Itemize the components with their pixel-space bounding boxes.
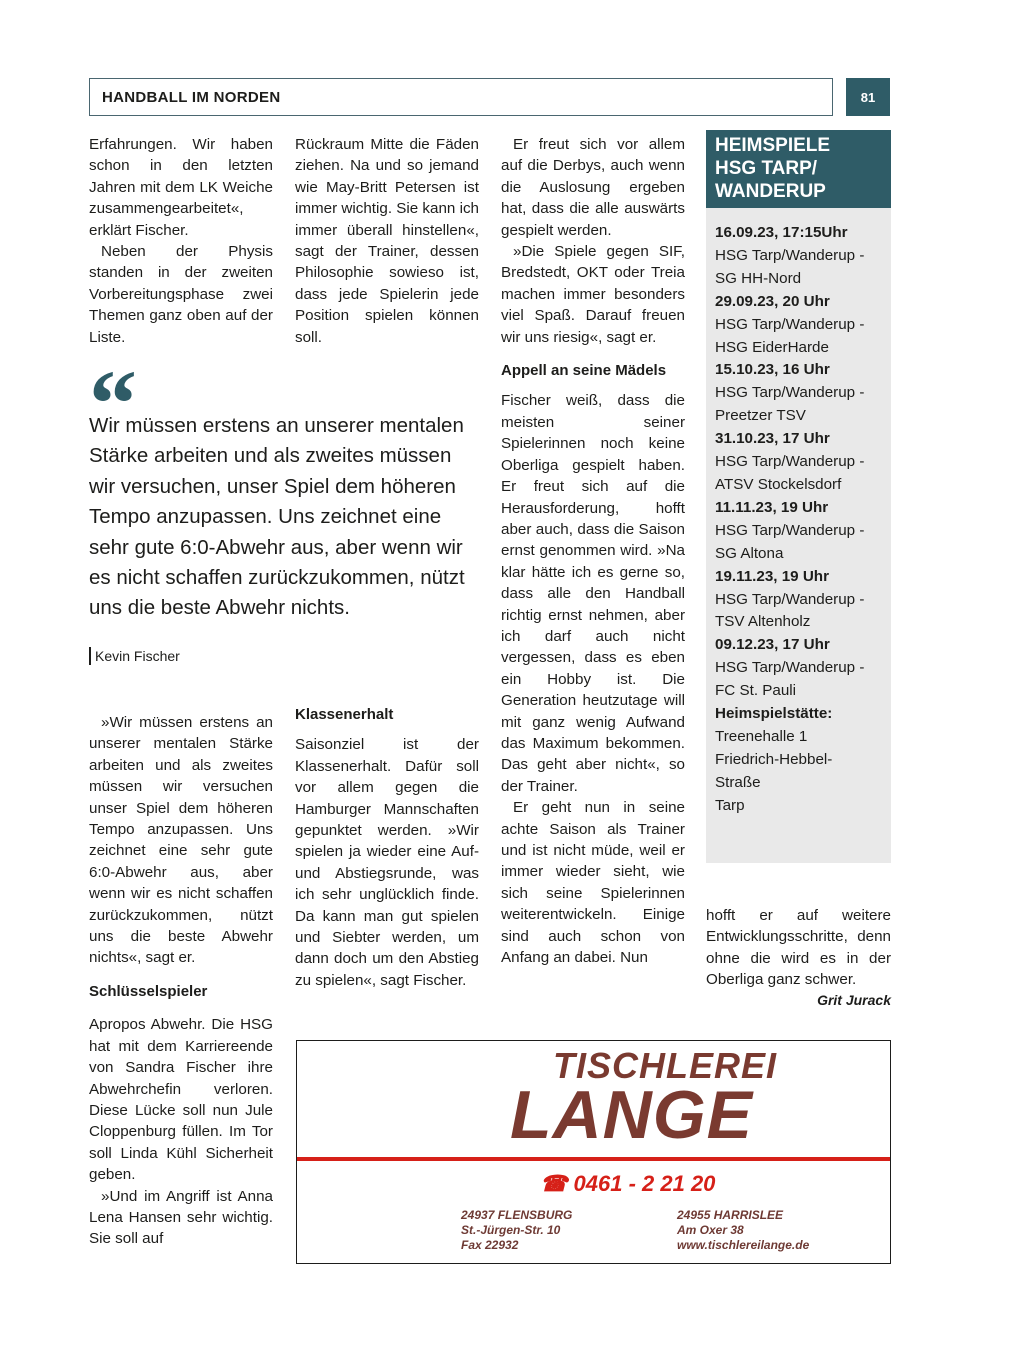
ad-address-harrislee — [677, 1208, 809, 1253]
venue-line: Tarp — [715, 796, 745, 814]
game-home: HSG Tarp/Wanderup - — [715, 590, 865, 608]
article-column-2-top — [295, 134, 479, 348]
ad-divider — [297, 1157, 890, 1161]
game-away: SG Altona — [715, 544, 784, 562]
ad-phone: ☎ 0461 - 2 21 20 — [540, 1171, 716, 1196]
game-home: HSG Tarp/Wanderup - — [715, 315, 865, 333]
schedule-box-title — [706, 130, 891, 208]
venue-label: Heimspielstätte: — [715, 705, 833, 723]
article-column-1-bottom — [89, 712, 273, 1250]
game-home: HSG Tarp/Wanderup - — [715, 659, 865, 677]
game-home: HSG Tarp/Wanderup - — [715, 384, 865, 402]
ad-company-type: TISCHLEREI — [553, 1045, 778, 1086]
game-away: Preetzer TSV — [715, 407, 806, 425]
article-column-2-bottom — [295, 704, 479, 991]
game-date: 09.12.23, 17 Uhr — [715, 636, 830, 654]
page-number: 81 — [846, 78, 890, 116]
venue-line: Straße — [715, 773, 761, 791]
paragraph: hofft er auf weitere Entwicklungsschritte, denn ohne die wird es in der Oberliga ganz schwer. — [706, 907, 891, 989]
article-column-3 — [501, 134, 685, 968]
paragraph: Er geht nun in seine achte Saison als Trainer und ist nicht müde, weil er immer wieder sieht, wie sich seine Spielerinnen weiterentwickeln. Einige sind auch schon von Anfang an dabei. Nun — [501, 799, 685, 967]
paragraph: »Die Spiele gegen SIF, Bredstedt, OKT oder Treia machen immer besonders viel Spaß. Darauf freuen wir uns riesig«, sagt er. — [501, 243, 685, 346]
address-line: St.-Jürgen-Str. 10 — [461, 1223, 561, 1237]
game-home: HSG Tarp/Wanderup - — [715, 521, 865, 539]
paragraph: Er freut sich vor allem auf die Derbys, auch wenn die Auslosung ergeben hat, dass die alle auswärts gespielt werden. — [501, 136, 685, 239]
paragraph: Rückraum Mitte die Fäden ziehen. Na und so jemand wie May-Britt Petersen ist immer wichtig. Sie kann ich immer überall hinstellen«, sagt der Trainer, dessen Philosophie sowieso ist, dass jede Spielerin jede Position spielen können soll. — [295, 136, 480, 346]
address-line: Am Oxer 38 — [677, 1223, 744, 1237]
subheading: Appell an seine Mädels — [501, 362, 667, 380]
paragraph: »Wir müssen erstens an unserer mentalen Stärke arbeiten und als zweites müssen wir versuchen unser Spiel dem höheren Tempo anzupassen. Uns zeichnet eine sehr gute 6:0-Abwehr aus, aber wenn wir es nicht schaffen zurückzukommen, nützt uns die beste Abwehr nichts«, sagt er. — [89, 714, 273, 967]
paragraph: »Und im Angriff ist Anna Lena Hansen sehr wichtig. Sie soll auf — [89, 1187, 273, 1248]
article-column-1-top — [89, 134, 273, 348]
venue-line: Friedrich-Hebbel- — [715, 750, 833, 768]
quote-author: Kevin Fischer — [89, 647, 180, 665]
game-away: ATSV Stockelsdorf — [715, 475, 842, 493]
address-line: 24955 HARRISLEE — [677, 1208, 784, 1222]
author-signature: Grit Jurack — [817, 992, 891, 1008]
venue-line: Treenehalle 1 — [715, 727, 808, 745]
schedule-box — [706, 208, 891, 863]
game-away: HSG EiderHarde — [715, 338, 829, 356]
game-away: TSV Altenholz — [715, 613, 811, 631]
address-line: 24937 FLENSBURG — [461, 1208, 573, 1222]
game-home: HSG Tarp/Wanderup - — [715, 453, 865, 471]
ad-address-flensburg — [461, 1208, 572, 1253]
pull-quote: Wir müssen erstens an unserer mentalen Stärke arbeiten und als zweites müssen wir versuchen, unser Spiel dem höheren Tempo anzupassen. Uns zeichnet eine sehr gute 6:0-Abwehr aus, aber wenn wir es nicht schaffen zurückzukommen, nützt uns die beste Abwehr nichts. — [89, 414, 465, 620]
schedule-title-line: HEIMSPIELE — [715, 135, 831, 156]
section-title: HANDBALL IM NORDEN — [102, 89, 281, 106]
paragraph: Erfahrungen. Wir haben schon in den letzten Jahren mit dem LK Weiche zusammengearbeitet«, erklärt Fischer. — [89, 136, 273, 239]
game-date: 19.11.23, 19 Uhr — [715, 567, 829, 585]
paragraph: Apropos Abwehr. Die HSG hat mit dem Karriereende von Sandra Fischer ihre Abwehrchefin verloren. Diese Lücke soll nun Jule Cloppenburg füllen. Im Tor soll Linda Kühl Sicherheit geben. — [89, 1016, 273, 1184]
address-line: www.tischlereilange.de — [677, 1238, 810, 1252]
game-date: 15.10.23, 16 Uhr — [715, 361, 830, 379]
game-home: HSG Tarp/Wanderup - — [715, 246, 865, 264]
paragraph: Neben der Physis standen in der zweiten Vorbereitungsphase zwei Themen ganz oben auf der Liste. — [89, 243, 273, 346]
game-date: 31.10.23, 17 Uhr — [715, 430, 830, 448]
paragraph: Fischer weiß, dass die meisten seiner Spielerinnen noch keine Oberliga gespielt haben. Er freut sich auf die Herausforderung, hofft aber auch, dass die Saison ernst genommen wird. »Na klar hätte ich es gerne so, dass alle den Handball richtig ernst nehmen, aber ich darf auch nicht vergessen, dass es eben ein Hobby ist. Die Generation heutzutage will mit ganz wenig Aufwand das Maximum bekommen. Das geht aber nicht«, so der Trainer. — [501, 392, 685, 795]
article-column-4-end — [706, 905, 891, 991]
game-date: 11.11.23, 19 Uhr — [715, 498, 829, 516]
subheading: Klassenerhalt — [295, 706, 394, 723]
paragraph: Saisonziel ist der Klassenerhalt. Dafür soll vor allem gegen die Hamburger Mannschaften gepunktet werden. »Wir spielen ja wieder eine Auf- und Abstiegsrunde, was ich sehr unglücklich finde. Da kann man gut spielen und Siebter werden, um dann doch um den Abstieg zu spielen«, sagt Fischer. — [295, 736, 479, 989]
game-date: 16.09.23, 17:15Uhr — [715, 224, 848, 241]
subheading: Schlüsselspieler — [89, 982, 208, 1000]
game-date: 29.09.23, 20 Uhr — [715, 292, 830, 310]
schedule-title-line: HSG TARP/ — [715, 158, 818, 179]
game-away: SG HH-Nord — [715, 269, 802, 287]
schedule-title-line: WANDERUP — [715, 181, 826, 202]
ad-logo: LANGE — [510, 1077, 753, 1153]
game-away: FC St. Pauli — [715, 682, 797, 700]
quote-mark-icon: “ — [89, 350, 137, 457]
address-line: Fax 22932 — [461, 1238, 519, 1252]
